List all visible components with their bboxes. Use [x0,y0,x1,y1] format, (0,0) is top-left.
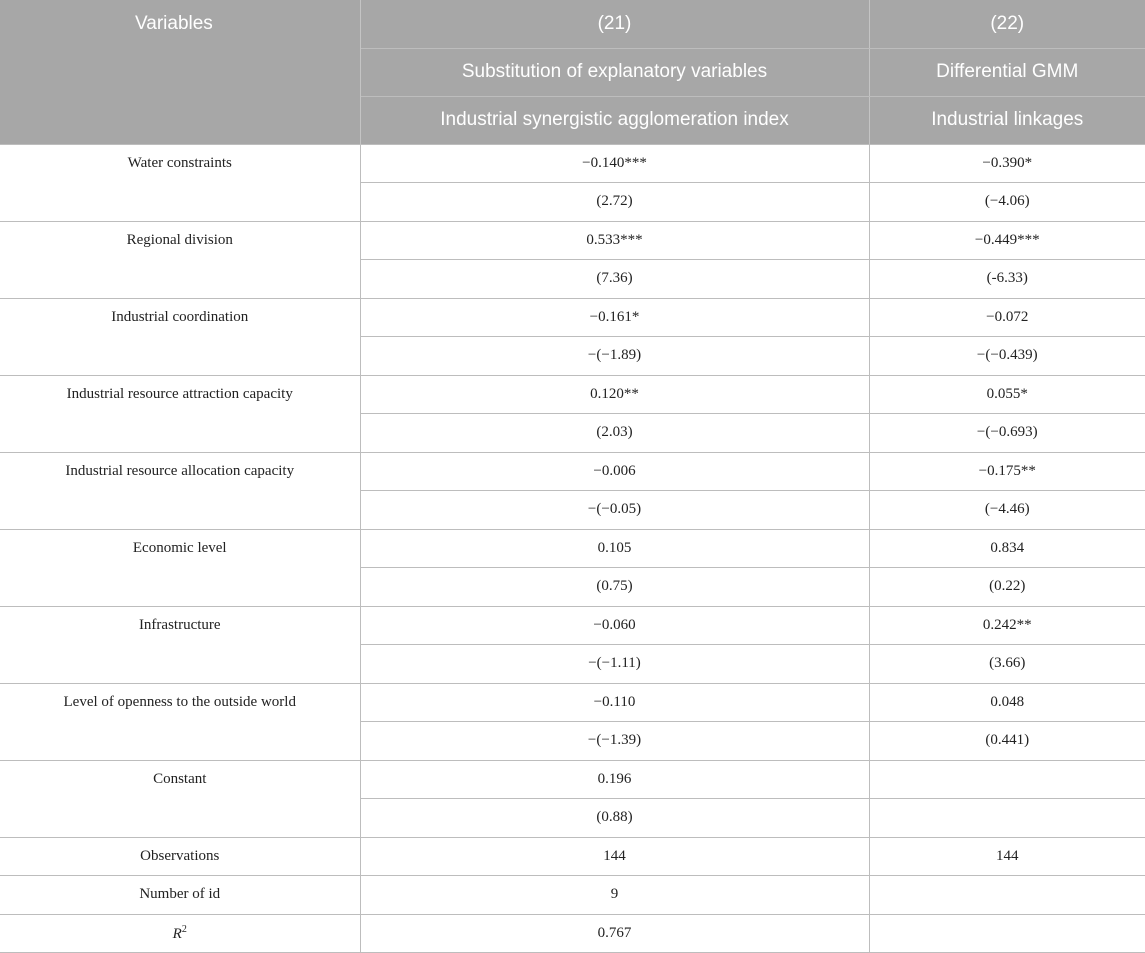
variable-label: Industrial resource attraction capacity [0,375,360,452]
r-symbol: R [172,925,182,942]
variable-label: Economic level [0,529,360,606]
coefficient-cell: 0.242** [869,606,1145,645]
r-superscript: 2 [181,923,187,935]
t-stat-cell: −(−1.39) [360,722,869,761]
t-stat-cell: (0.75) [360,568,869,607]
t-stat-cell: (0.441) [869,722,1145,761]
coefficient-cell: 0.055* [869,375,1145,414]
coefficient-cell: 0.196 [360,760,869,799]
coefficient-cell: −0.161* [360,298,869,337]
table-row [0,298,1145,337]
table-row [0,221,1145,260]
table-body [0,144,1145,953]
t-stat-cell: (−4.06) [869,183,1145,222]
variable-label: Constant [0,760,360,837]
coefficient-cell: −0.110 [360,683,869,722]
coefficient-cell: 0.533*** [360,221,869,260]
variable-label: Water constraints [0,144,360,221]
table-row [0,606,1145,645]
col22-method-header: Differential GMM [869,48,1145,96]
t-stat-cell: −(−1.89) [360,337,869,376]
table-row [0,876,1145,915]
table-row [0,144,1145,183]
table-row [0,375,1145,414]
t-stat-cell: (-6.33) [869,260,1145,299]
coefficient-cell: −0.072 [869,298,1145,337]
number-of-id-label: Number of id [0,876,360,915]
coefficient-cell: −0.449*** [869,221,1145,260]
observations-value: 144 [360,837,869,876]
r-squared-value [869,914,1145,953]
t-stat-cell: −(−0.439) [869,337,1145,376]
t-stat-cell: (0.22) [869,568,1145,607]
col21-number-header: (21) [360,0,869,48]
table-row [0,529,1145,568]
t-stat-cell [869,799,1145,838]
coefficient-cell [869,760,1145,799]
table-row [0,452,1145,491]
observations-label: Observations [0,837,360,876]
r-squared-label [0,914,360,953]
t-stat-cell: −(−1.11) [360,645,869,684]
col21-method-header: Substitution of explanatory variables [360,48,869,96]
coefficient-cell: −0.175** [869,452,1145,491]
variable-label: Infrastructure [0,606,360,683]
coefficient-cell: 0.120** [360,375,869,414]
coefficient-cell: −0.006 [360,452,869,491]
variables-header: Variables [0,0,360,144]
table-row [0,760,1145,799]
variable-label: Level of openness to the outside world [0,683,360,760]
variable-label: Industrial coordination [0,298,360,375]
number-of-id-value: 9 [360,876,869,915]
t-stat-cell: −(−0.693) [869,414,1145,453]
table-row [0,837,1145,876]
col21-dependent-header: Industrial synergistic agglomeration index [360,96,869,144]
coefficient-cell: 0.834 [869,529,1145,568]
t-stat-cell: (−4.46) [869,491,1145,530]
coefficient-cell: −0.140*** [360,144,869,183]
t-stat-cell: (2.03) [360,414,869,453]
table-row [0,914,1145,953]
t-stat-cell: (3.66) [869,645,1145,684]
coefficient-cell: 0.105 [360,529,869,568]
coefficient-cell: −0.060 [360,606,869,645]
number-of-id-value [869,876,1145,915]
col22-dependent-header: Industrial linkages [869,96,1145,144]
variable-label: Industrial resource allocation capacity [0,452,360,529]
coefficient-cell: −0.390* [869,144,1145,183]
t-stat-cell: (2.72) [360,183,869,222]
t-stat-cell: (7.36) [360,260,869,299]
variable-label: Regional division [0,221,360,298]
coefficient-cell: 0.048 [869,683,1145,722]
r-squared-value: 0.767 [360,914,869,953]
table-row [0,683,1145,722]
table-header [0,0,1145,144]
col22-number-header: (22) [869,0,1145,48]
t-stat-cell: −(−0.05) [360,491,869,530]
t-stat-cell: (0.88) [360,799,869,838]
observations-value: 144 [869,837,1145,876]
